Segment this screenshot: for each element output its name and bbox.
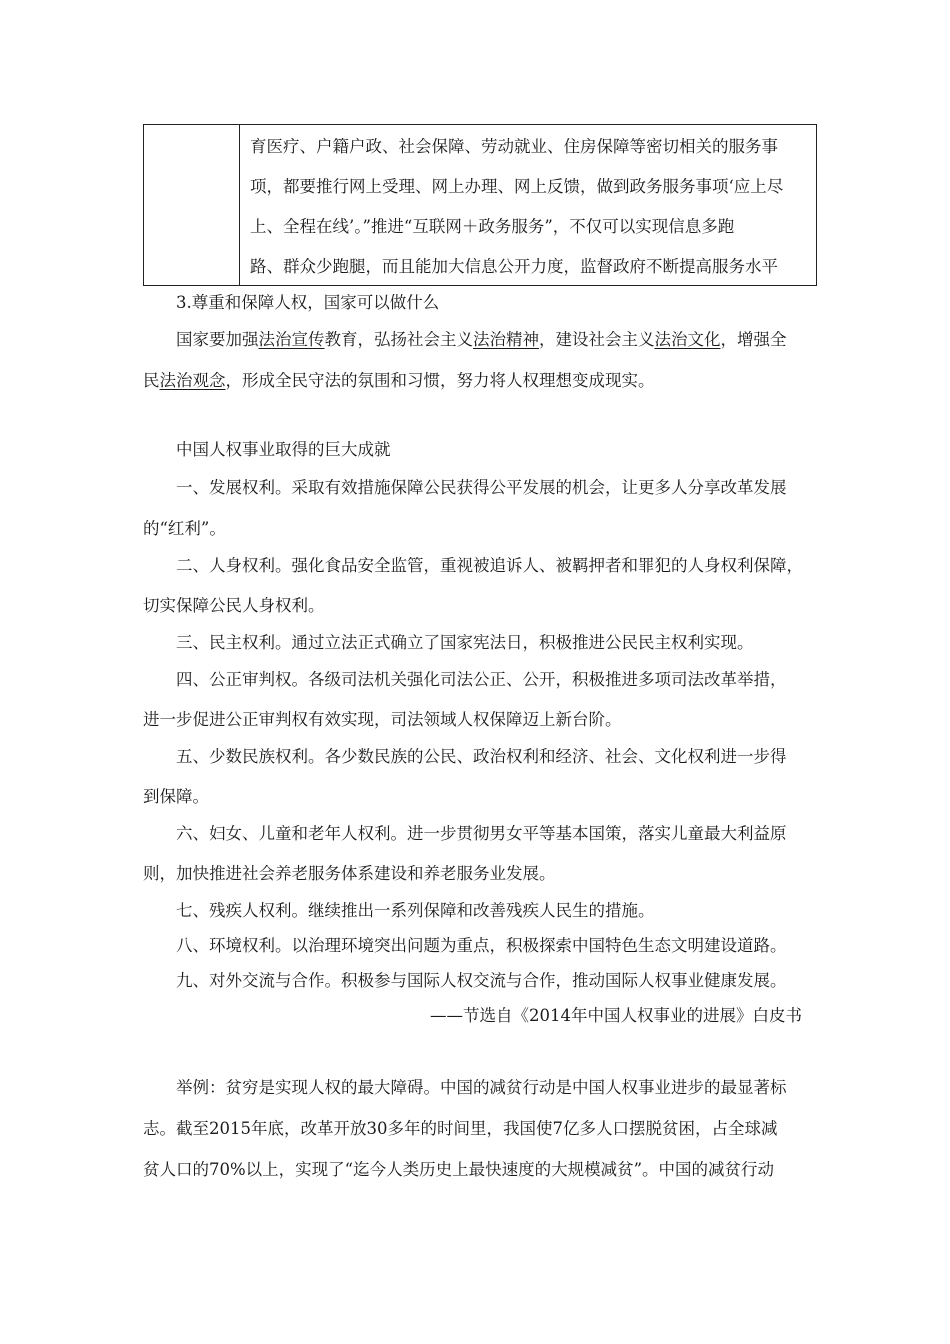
- table-cell-text: [250, 125, 810, 287]
- example-line: 贫人口的70%以上，实现了“迄今人类历史上最快速度的大规模减贫”。中国的减贫行动: [143, 1160, 775, 1179]
- achievements-title: 中国人权事业取得的巨大成就: [176, 440, 391, 459]
- table-cell-line: 上、全程在线’。”推进“互联网＋政务服务”，不仅可以实现信息多跑: [250, 217, 735, 236]
- achievement-line: 三、民主权利。通过立法正式确立了国家宪法日，积极推进公民民主权利实现。: [176, 633, 754, 652]
- text-run: ，建设社会主义: [539, 330, 655, 349]
- achievement-line: 八、环境权利。以治理环境突出问题为重点，积极探索中国特色生态文明建设道路。: [176, 936, 787, 955]
- table-fragment: [143, 124, 817, 286]
- achievement-line: 二、人身权利。强化食品安全监管，重视被追诉人、被羁押者和罪犯的人身权利保障，: [176, 556, 803, 575]
- underlined-term: 法治宣传: [258, 330, 325, 349]
- table-column-divider: [239, 125, 240, 285]
- achievement-line: 则，加快推进社会养老服务体系建设和养老服务业发展。: [143, 864, 556, 883]
- underlined-term: 法治精神: [473, 330, 539, 349]
- text-run: ，形成全民守法的氛围和习惯，努力将人权理想变成现实。: [225, 371, 655, 390]
- text-run: 教育，弘扬社会主义: [324, 330, 473, 349]
- achievement-line: 五、少数民族权利。各少数民族的公民、政治权利和经济、社会、文化权利进一步得: [176, 747, 787, 766]
- achievement-line: 六、妇女、儿童和老年人权利。进一步贯彻男女平等基本国策，落实儿童最大利益原: [176, 824, 787, 843]
- table-cell-line: 项，都要推行网上受理、网上办理、网上反馈，做到政务服务事项‘应上尽: [250, 177, 784, 196]
- achievement-line: 进一步促进公正审判权有效实现，司法领域人权保障迈上新台阶。: [143, 710, 622, 729]
- achievement-line: 七、残疾人权利。继续推出一系列保障和改善残疾人民生的措施。: [176, 901, 655, 920]
- underlined-term: 法治文化: [654, 330, 721, 349]
- source-citation: ——节选自《2014年中国人权事业的进展》白皮书: [430, 1006, 802, 1025]
- table-cell-line: 育医疗、户籍户政、社会保障、劳动就业、住房保障等密切相关的服务事: [250, 137, 778, 156]
- example-line: 志。截至2015年底，改革开放30多年的时间里，我国使7亿多人口摆脱贫困，占全球减: [143, 1119, 778, 1138]
- underlined-term: 法治观念: [159, 371, 226, 390]
- text-run: ，增强全: [720, 330, 787, 349]
- achievement-line: 到保障。: [143, 787, 209, 806]
- example-line: 举例：贫穷是实现人权的最大障碍。中国的减贫行动是中国人权事业进步的最显著标: [176, 1078, 787, 1097]
- text-run: 国家要加强: [176, 330, 259, 349]
- achievement-line: 一、发展权利。采取有效措施保障公民获得公平发展的机会，让更多人分享改革发展: [176, 478, 787, 497]
- achievement-line: 切实保障公民人身权利。: [143, 596, 325, 615]
- paragraph-line: [143, 367, 655, 391]
- achievement-line: 九、对外交流与合作。积极参与国际人权交流与合作，推动国际人权事业健康发展。: [176, 971, 787, 990]
- text-run: 民: [143, 371, 160, 390]
- achievement-line: 的“红利”。: [143, 519, 226, 538]
- achievement-line: 四、公正审判权。各级司法机关强化司法公正、公开，积极推进多项司法改革举措，: [176, 670, 787, 689]
- table-cell-line: 路、群众少跑腿，而且能加大信息公开力度，监督政府不断提高服务水平: [250, 257, 778, 276]
- paragraph-line: [176, 326, 787, 350]
- section-heading: 3.尊重和保障人权，国家可以做什么: [176, 293, 440, 312]
